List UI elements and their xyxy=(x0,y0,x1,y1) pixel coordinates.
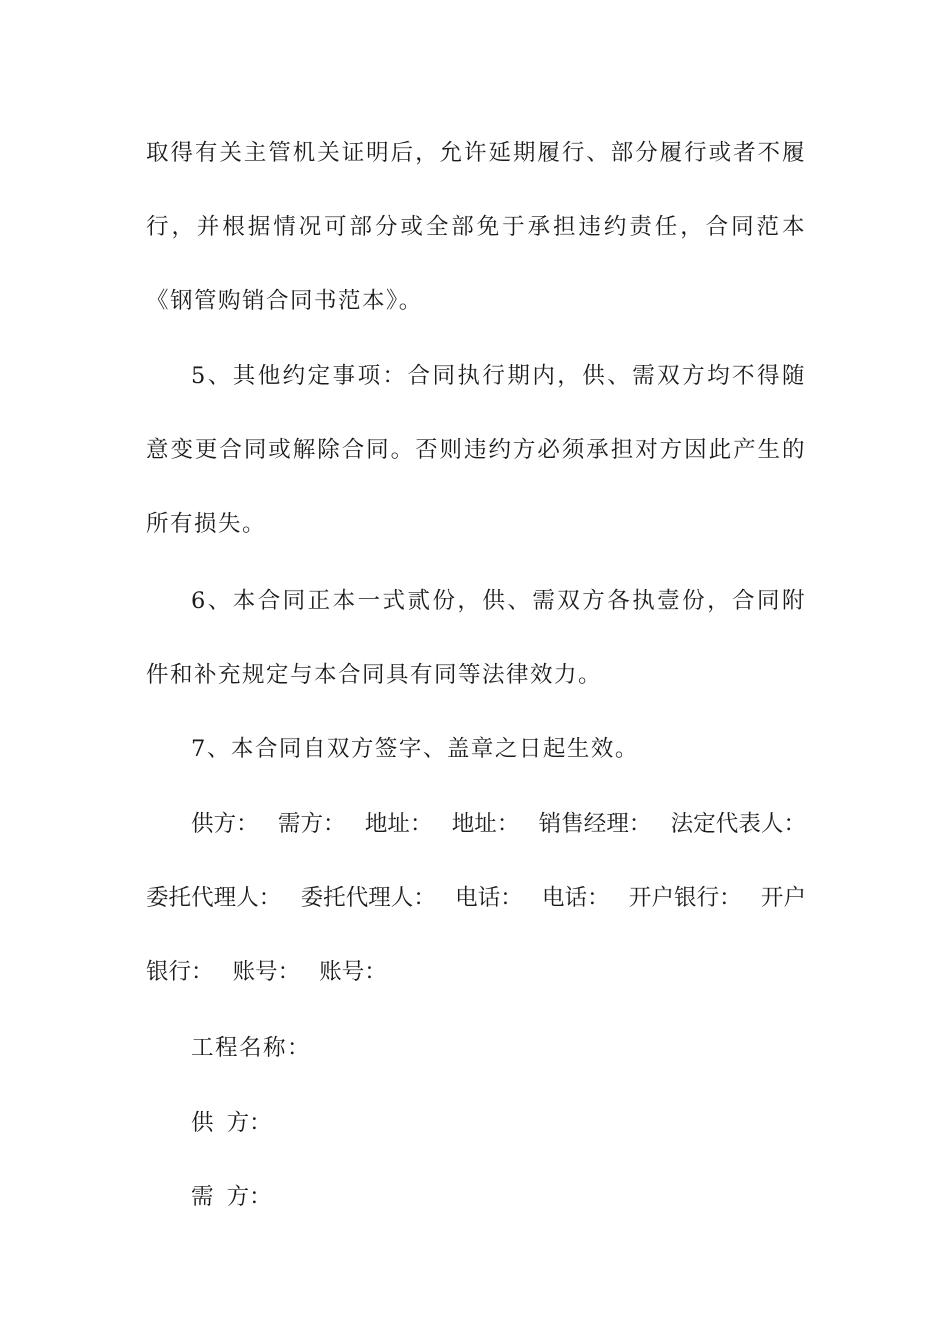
field-project-name: 工程名称： xyxy=(191,1035,312,1061)
paragraph-clause-7: 7、本合同自双方签字、盖章之日起生效。 xyxy=(191,736,639,762)
paragraph-clause-5: 5、其他约定事项：合同执行期内，供、需双方均不得随意变更合同或解除合同。否则违约方必须承担对方因此产生的所有损失。 xyxy=(146,363,806,537)
field-supplier: 供 方： xyxy=(191,1110,272,1136)
paragraph-signature-fields: 供方： 需方： 地址： 地址： 销售经理： 法定代表人： 委托代理人： 委托代理人： 电话： 电话： 开户银行： 开户银行： 账号： 账号： xyxy=(146,811,806,985)
paragraph-clause-6: 6、本合同正本一式贰份，供、需双方各执壹份，合同附件和补充规定与本合同具有同等法律效力。 xyxy=(146,588,806,688)
paragraph-continuation: 取得有关主管机关证明后，允许延期履行、部分履行或者不履行，并根据情况可部分或全部免于承担违约责任，合同范本《钢管购销合同书范本》。 xyxy=(146,140,806,314)
field-buyer: 需 方： xyxy=(191,1184,272,1210)
